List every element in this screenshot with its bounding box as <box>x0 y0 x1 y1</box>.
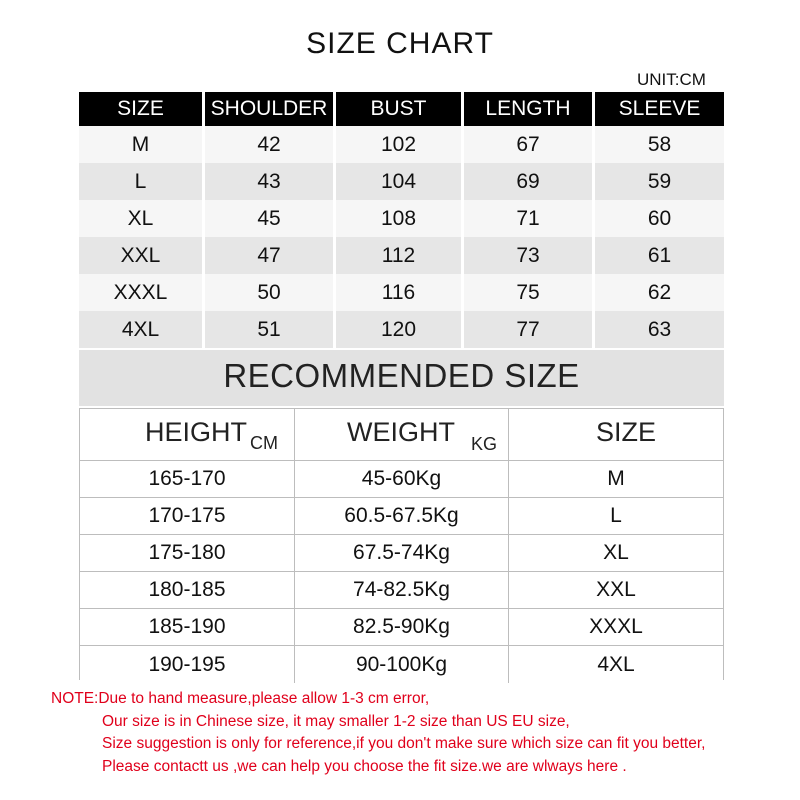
bust-cell: 116 <box>336 274 464 311</box>
rec-size-cell: 4XL <box>597 652 635 676</box>
page-title: SIZE CHART <box>306 27 494 60</box>
note-line: Our size is in Chinese size, it may smaller 1-2 size than US EU size, <box>102 712 570 730</box>
sleeve-cell: 62 <box>647 280 672 304</box>
header-length: LENGTH <box>464 92 595 126</box>
size-cell: 4XL <box>79 311 205 348</box>
size-cell: XXXL <box>79 274 205 311</box>
length-cell: 75 <box>464 274 595 311</box>
table-row <box>79 126 724 163</box>
weight-cell: 90-100Kg <box>295 646 509 683</box>
shoulder-cell: 42 <box>205 126 336 163</box>
size-cell: XXL <box>79 237 205 274</box>
shoulder-cell: 45 <box>205 200 336 237</box>
weight-cell: 60.5-67.5Kg <box>295 498 509 534</box>
weight-cell: 67.5-74Kg <box>295 535 509 571</box>
shoulder-cell: 43 <box>205 163 336 200</box>
table-row <box>80 498 723 535</box>
length-cell: 77 <box>464 311 595 348</box>
weight-cell: 82.5-90Kg <box>295 609 509 645</box>
sleeve-cell: 58 <box>647 132 672 156</box>
shoulder-cell: 50 <box>205 274 336 311</box>
table-row <box>79 311 724 348</box>
height-cell: 180-185 <box>80 572 295 608</box>
header-size: SIZE <box>79 92 205 126</box>
height-cell: 190-195 <box>80 646 295 683</box>
sleeve-cell: 61 <box>647 243 672 267</box>
header-rec-size <box>509 409 723 460</box>
header-height-unit: CM <box>250 433 278 453</box>
table-row <box>79 200 724 237</box>
table-row <box>79 237 724 274</box>
size-cell: M <box>79 126 205 163</box>
size-cell: L <box>79 163 205 200</box>
header-weight-unit: KG <box>471 434 498 454</box>
recommended-header-row <box>80 409 723 461</box>
shoulder-cell: 51 <box>205 311 336 348</box>
length-cell: 71 <box>464 200 595 237</box>
note-line: Size suggestion is only for reference,if you don't make sure which size can fit you better, <box>102 735 706 752</box>
shoulder-cell: 47 <box>205 237 336 274</box>
height-cell: 170-175 <box>80 498 295 534</box>
height-cell: 185-190 <box>80 609 295 645</box>
table-row <box>80 609 723 646</box>
length-cell: 67 <box>464 126 595 163</box>
table-row <box>80 572 723 609</box>
note-block <box>51 688 705 778</box>
header-height-label: HEIGHT <box>145 417 248 447</box>
height-cell: 175-180 <box>80 535 295 571</box>
weight-cell: 45-60Kg <box>295 461 509 497</box>
bust-cell: 104 <box>336 163 464 200</box>
weight-cell: 74-82.5Kg <box>295 572 509 608</box>
bust-cell: 112 <box>336 237 464 274</box>
height-cell: 165-170 <box>80 461 295 497</box>
size-chart-body <box>79 126 724 348</box>
bust-cell: 120 <box>336 311 464 348</box>
sleeve-cell: 63 <box>647 317 672 341</box>
rec-size-cell: XL <box>603 541 629 564</box>
note-line: NOTE:Due to hand measure,please allow 1-3 cm error, <box>51 690 430 707</box>
length-cell: 73 <box>464 237 595 274</box>
length-cell: 69 <box>464 163 595 200</box>
size-cell: XL <box>79 200 205 237</box>
header-rec-size-label: SIZE <box>596 417 657 447</box>
recommended-size-table <box>79 408 724 680</box>
table-row <box>80 535 723 572</box>
table-row <box>80 646 723 683</box>
note-line: Please contactt us ,we can help you choose the fit size.we are wlways here . <box>102 757 627 775</box>
size-chart-table <box>79 92 724 348</box>
recommended-title: RECOMMENDED SIZE <box>223 357 580 394</box>
header-weight-label: WEIGHT <box>347 417 455 447</box>
unit-label: UNIT:CM <box>637 70 706 89</box>
header-height <box>80 409 295 460</box>
rec-size-cell: XXL <box>596 578 636 601</box>
size-chart-header-row <box>79 92 724 126</box>
table-row <box>79 163 724 200</box>
rec-size-cell: L <box>610 504 622 527</box>
table-row <box>79 274 724 311</box>
bust-cell: 108 <box>336 200 464 237</box>
sleeve-cell: 60 <box>647 206 672 230</box>
header-shoulder: SHOULDER <box>205 92 336 126</box>
table-row <box>80 461 723 498</box>
bust-cell: 102 <box>336 126 464 163</box>
header-sleeve: SLEEVE <box>595 92 724 126</box>
rec-size-cell: M <box>607 467 625 490</box>
rec-size-cell: XXXL <box>589 615 643 638</box>
sleeve-cell: 59 <box>647 169 672 193</box>
header-bust: BUST <box>336 92 464 126</box>
header-weight <box>295 409 509 460</box>
